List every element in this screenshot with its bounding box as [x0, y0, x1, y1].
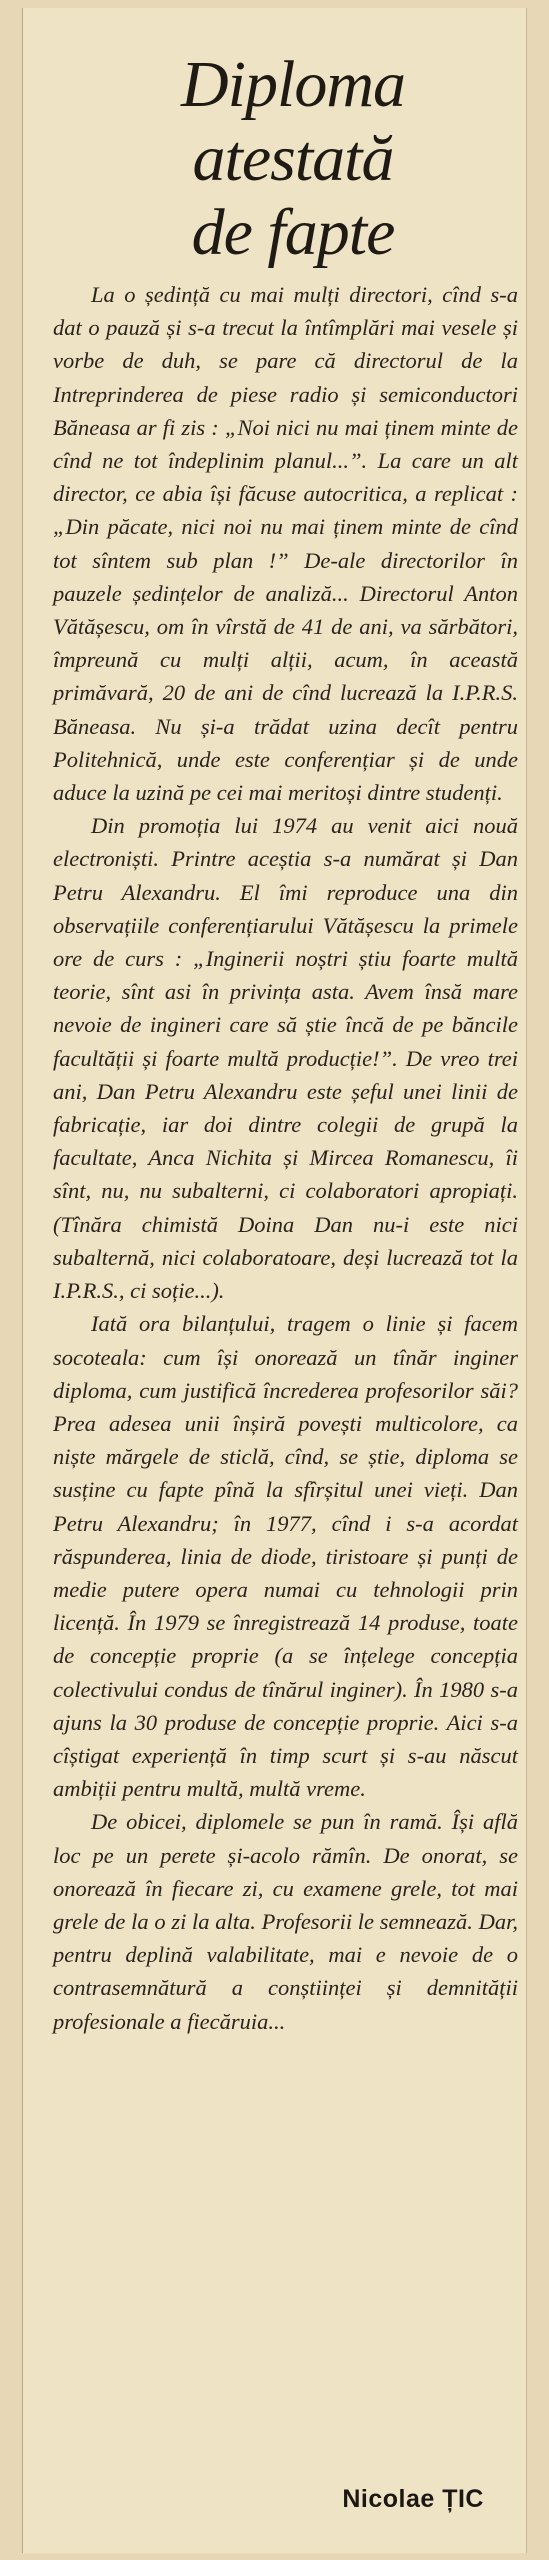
author-signature: Nicolae ȚIC — [342, 2485, 484, 2513]
paragraph-1: La o ședință cu mai mulți directori, cînd s-a dat o pauză și s-a trecut la întîmplări mai vesele și vorbe de duh, se pare că directorul de la Intreprinderea de piese radio și semiconductori Băneasa ar fi zis : „Noi nici nu mai ținem minte de cînd ne tot îndeplinim planul...”. La care un alt director, ce abia își făcuse autocritica, a replicat : „Din păcate, nici noi nu mai ținem minte de cînd tot sîntem sub plan !” De-ale directorilor în pauzele ședințelor de analiză... Directorul Anton Vătășescu, om în vîrstă de 41 de ani, va sărbători, împreună cu mulți alții, acum, în această primăvară, 20 de ani de cînd lucrează la I.P.R.S. Băneasa. Nu și-a trădat uzina decît pentru Politehnică, unde este conferențiar și de unde aduce la uzină pe cei mai meritoși dintre studenți. — [53, 282, 518, 806]
headline-line-3: de fapte — [191, 196, 395, 269]
newspaper-clipping — [22, 8, 527, 2553]
headline-line-2: atestată — [192, 122, 394, 195]
headline-line-1: Diploma — [181, 48, 405, 121]
paragraph-4: De obicei, diplomele se pun în ramă. Își află loc pe un perete și-acolo rămîn. De onorat, se onorează în fiecare zi, cu examene grele, tot mai grele de la o zi la alta. Profesorii le semnează. Dar, pentru deplină valabilitate, mai e nevoie de o contrasemnătură a conștiinței și demnității profesionale a fiecăruia... — [53, 1809, 518, 2034]
headline — [83, 48, 503, 270]
paragraph-2: Din promoția lui 1974 au venit aici nouă electroniști. Printre aceștia s-a numărat și Dan Petru Alexandru. El îmi reproduce una din observațiile conferențiarului Vătășescu la primele ore de curs : „Inginerii noștri știu foarte multă teorie, sînt asi în privința asta. Avem însă mare nevoie de ingineri care să știe încă de pe băncile facultății și foarte multă producție!”. De vreo trei ani, Dan Petru Alexandru este șeful unei linii de fabricație, iar doi dintre colegii de grupă la facultate, Anca Nichita și Mircea Romanescu, îi sînt, nu, nu subalterni, ci colaboratori apropiați. (Tînăra chimistă Doina Dan nu-i este nici subalternă, nici colaboratoare, deși lucrează tot la I.P.R.S., ci soție...). — [53, 813, 518, 1304]
article-body — [53, 278, 518, 2038]
paragraph-3: Iată ora bilanțului, tragem o linie și facem socoteala: cum își onorează un tînăr inginer diploma, cum justifică încrederea profesorilor săi? Prea adesea unii înșiră povești multicolore, ca niște mărgele de sticlă, cînd, se știe, diploma se susține cu fapte pînă la sfîrșitul unei vieți. Dan Petru Alexandru; în 1977, cînd i s-a acordat răspunderea, linia de diode, tiristoare și punți de medie putere opera numai cu tehnologii prin licență. În 1979 se înregistrează 14 produse, toate de concepție proprie (a se înțelege concepția colectivului condus de tînărul inginer). În 1980 s-a ajuns la 30 produse de concepție proprie. Aici s-a cîștigat experiență în timp scurt și s-au născut ambiții pentru multă, multă vreme. — [53, 1311, 518, 1802]
